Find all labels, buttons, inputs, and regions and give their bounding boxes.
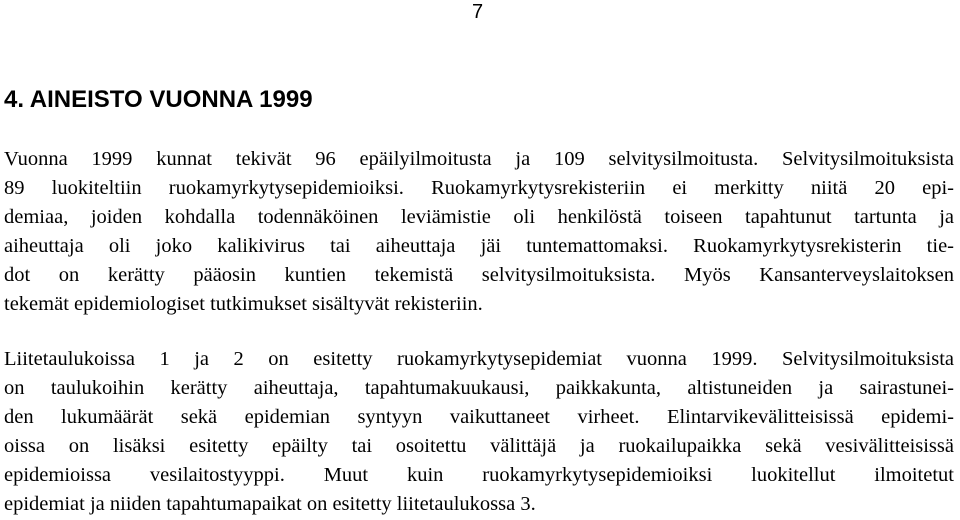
paragraph-line: Vuonna 1999 kunnat tekivät 96 epäilyilmoitusta ja 109 selvitysilmoitusta. Selvitysilmoituksista (4, 148, 954, 170)
section-heading: 4. AINEISTO VUONNA 1999 (4, 86, 313, 113)
page-number: 7 (472, 1, 484, 23)
paragraph-line: oissa on lisäksi esitetty epäilty tai osoitettu välittäjä ja ruokailupaikka sekä vesivälitteisissä (4, 435, 954, 457)
paragraph-line: Liitetaulukoissa 1 ja 2 on esitetty ruokamyrkytysepidemiat vuonna 1999. Selvitysilmoituksista (4, 348, 954, 370)
paragraph-line: den lukumäärät sekä epidemian syntyyn vaikuttaneet virheet. Elintarvikevälitteisissä epidemi- (4, 406, 954, 428)
paragraph-line: tekemät epidemiologiset tutkimukset sisältyvät rekisteriin. (4, 293, 483, 315)
paragraph-line: demiaa, joiden kohdalla todennäköinen leviämistie oli henkilöstä toiseen tapahtunut tartunta ja (4, 206, 954, 228)
paragraph-2 (4, 345, 954, 519)
paragraph-line: on taulukoihin kerätty aiheuttaja, tapahtumakuukausi, paikkakunta, altistuneiden ja sairastunei- (4, 377, 954, 399)
paragraph-line: 89 luokiteltiin ruokamyrkytysepidemioiksi. Ruokamyrkytysrekisteriin ei merkitty niitä 20 epi- (4, 177, 954, 199)
paragraph-line: dot on kerätty pääosin kuntien tekemistä selvitysilmoituksista. Myös Kansanterveyslaitoksen (4, 264, 954, 286)
paragraph-line: epidemioissa vesilaitostyyppi. Muut kuin ruokamyrkytysepidemioiksi luokitellut ilmoitetut (4, 464, 954, 486)
paragraph-line: aiheuttaja oli joko kalikivirus tai aiheuttaja jäi tuntemattomaksi. Ruokamyrkytysrekisterin tie- (4, 235, 954, 257)
paragraph-1 (4, 145, 954, 319)
paragraph-line: epidemiat ja niiden tapahtumapaikat on esitetty liitetaulukossa 3. (4, 493, 536, 515)
